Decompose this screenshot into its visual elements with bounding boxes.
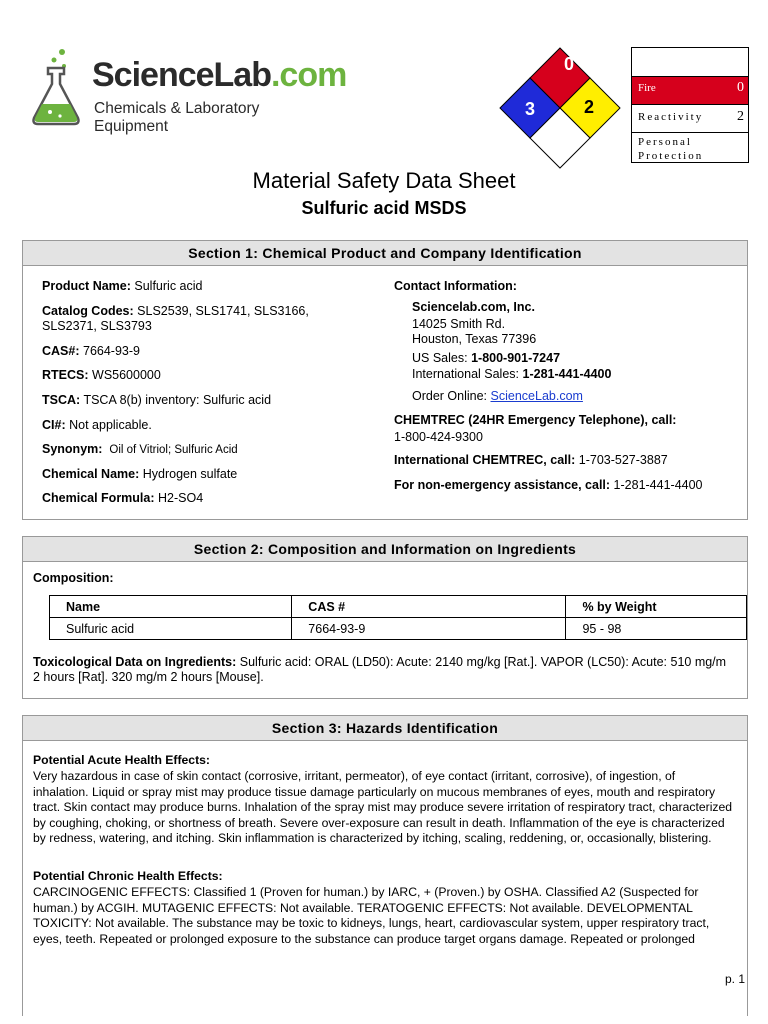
composition-label: Composition: — [33, 571, 114, 585]
chemical-formula-line: Chemical Formula: H2-SO4 — [42, 491, 204, 505]
ci-line: CI#: Not applicable. — [42, 418, 152, 432]
cas-line: CAS#: 7664-93-9 — [42, 344, 140, 358]
column-header: CAS # — [292, 596, 566, 618]
toxicological-line1: Toxicological Data on Ingredients: Sulfuric acid: ORAL (LD50): Acute: 2140 mg/kg [Rat.]. VAPOR (LC50): Acute: 510 mg/m — [33, 655, 727, 669]
document-subtitle: Sulfuric acid MSDS — [301, 198, 467, 218]
section-1 — [22, 240, 748, 520]
company-name: Sciencelab.com, Inc. — [412, 300, 535, 314]
hmis-fire-row: Fire 0 — [632, 76, 748, 105]
catalog-codes-line2: SLS2371, SLS3793 — [42, 319, 152, 333]
tsca-line: TSCA: TSCA 8(b) inventory: Sulfuric acid — [42, 393, 272, 407]
order-online-link[interactable]: ScienceLab.com — [490, 389, 583, 403]
nfpa-diamond — [498, 46, 622, 170]
nfpa-fire: 0 — [564, 54, 575, 74]
product-name-line: Product Name: Sulfuric acid — [42, 279, 203, 293]
column-header: % by Weight — [566, 596, 747, 618]
table-cell: Sulfuric acid — [50, 618, 292, 640]
hmis-rating-box — [631, 47, 749, 163]
catalog-codes-line: Catalog Codes: SLS2539, SLS1741, SLS3166, — [42, 304, 309, 318]
address-line2: Houston, Texas 77396 — [412, 332, 537, 346]
intl-sales-line: International Sales: 1-281-441-4400 — [412, 367, 612, 381]
logo-wordmark: ScienceLab.com — [92, 56, 347, 94]
us-sales-line: US Sales: 1-800-901-7247 — [412, 351, 561, 365]
address-line1: 14025 Smith Rd. — [412, 317, 506, 331]
page-number: p. 1 — [724, 972, 745, 986]
contact-info-label: Contact Information: — [394, 279, 517, 293]
non-emergency-line: For non-emergency assistance, call: 1-281-441-4400 — [394, 478, 703, 492]
chronic-effects-label: Potential Chronic Health Effects: — [33, 869, 223, 883]
table-cell: 7664-93-9 — [292, 618, 566, 640]
rtecs-line: RTECS: WS5600000 — [42, 368, 161, 382]
chemical-name-line: Chemical Name: Hydrogen sulfate — [42, 467, 238, 481]
synonym-line: Synonym: Oil of Vitriol; Sulfuric Acid — [42, 442, 238, 456]
table-cell: 95 - 98 — [566, 618, 747, 640]
acute-effects-text: Very hazardous in case of skin contact (corrosive, irritant, permeator), of eye contact (irritant, corrosive), of ingestion, of inhalation. Liquid or spray mist may produce tissue damage particularly on mucous membranes of eyes, mouth and respiratory tract. Skin contact may produce burns. Inhalation of the spray mist may produce severe irritation of respiratory tract, characterized by coughing, choking, or shortness of breath. Severe over-exposure can result in death. Inflammation of the eye is characterized by redness, watering, and itching. Skin inflammation is characterized by itching, scaling, reddening, or, occasionally, blistering. — [33, 769, 733, 846]
section-2 — [22, 536, 748, 699]
section-1-heading: Section 1: Chemical Product and Company Identification — [23, 241, 747, 266]
chronic-effects-text: CARCINOGENIC EFFECTS: Classified 1 (Proven for human.) by IARC, + (Proven.) by OSHA. Classified A2 (Suspected for human.) by ACGIH. MUTAGENIC EFFECTS: Not available. TERATOGENIC EFFECTS: Not available. DEVELOPMENTAL TOXICITY: Not available. The substance may be toxic to kidneys, lungs, heart, cardiovascular system, upper respiratory tract, eyes, teeth. Repeated or prolonged exposure to the substance can produce target organs damage. Repeated or prolonged — [33, 885, 710, 946]
logo-tagline: Chemicals & Laboratory Equipment — [94, 100, 260, 135]
order-online-line: Order Online: ScienceLab.com — [412, 389, 583, 403]
section-2-heading: Section 2: Composition and Information on Ingredients — [23, 537, 747, 562]
table-row — [50, 618, 747, 640]
flask-icon — [20, 46, 90, 136]
composition-table — [49, 595, 747, 640]
hmis-protection-row: Personal Protection — [632, 132, 748, 163]
acute-effects-label: Potential Acute Health Effects: — [33, 753, 210, 767]
chemtrec-phone: 1-800-424-9300 — [394, 430, 483, 444]
chemtrec-label: CHEMTREC (24HR Emergency Telephone), call: — [394, 413, 677, 427]
nfpa-health: 3 — [525, 99, 536, 119]
section-3 — [22, 715, 748, 1016]
section-3-heading: Section 3: Hazards Identification — [23, 716, 747, 741]
intl-chemtrec-line: International CHEMTREC, call: 1-703-527-3887 — [394, 453, 668, 467]
table-header-row — [50, 596, 747, 618]
column-header: Name — [50, 596, 292, 618]
hmis-reactivity-row: Reactivity 2 — [632, 104, 748, 133]
nfpa-reactivity: 2 — [584, 97, 595, 117]
document-title: Material Safety Data Sheet — [252, 168, 516, 193]
toxicological-line2: 2 hours [Rat]. 320 mg/m 2 hours [Mouse]. — [33, 670, 264, 684]
sciencelab-logo — [20, 46, 347, 136]
